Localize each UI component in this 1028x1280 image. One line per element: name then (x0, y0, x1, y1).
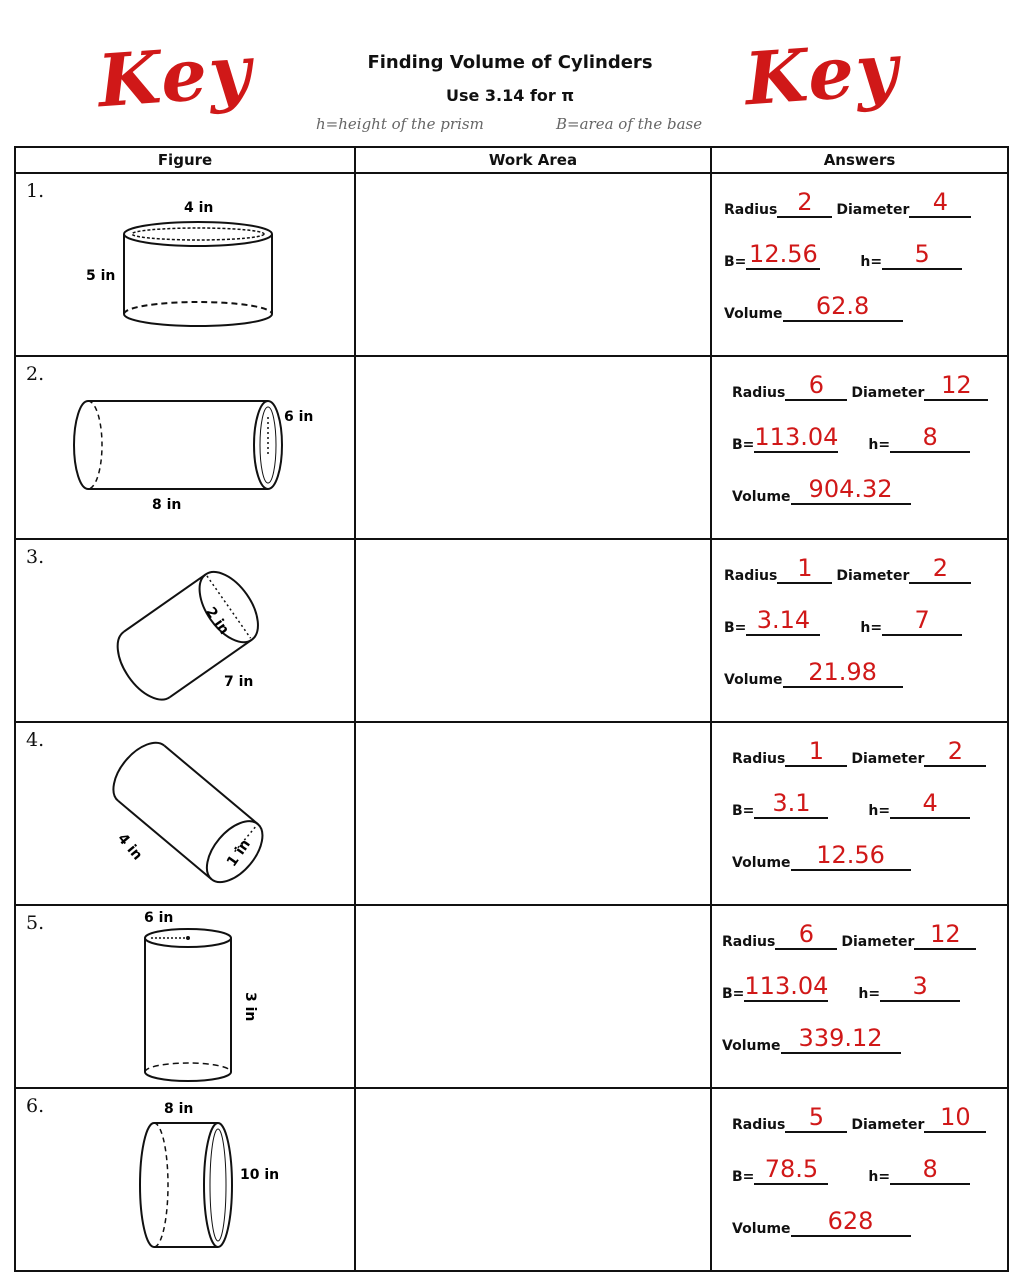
base-label: B= (732, 437, 755, 453)
base-answer: 78.5 (764, 1155, 819, 1183)
base-blank[interactable] (746, 240, 820, 270)
dimension-label: 8 in (164, 1101, 194, 1117)
diameter-label: Diameter (851, 385, 925, 401)
height-answer: 8 (922, 1155, 938, 1183)
key-stamp-left: Key (95, 27, 256, 124)
height-blank[interactable] (882, 606, 962, 636)
diameter-answer: 12 (941, 371, 972, 399)
radius-blank[interactable] (785, 737, 847, 767)
base-blank[interactable] (754, 1155, 828, 1185)
radius-answer: 6 (808, 371, 824, 399)
answers-cell (712, 357, 1007, 538)
diameter-label: Diameter (841, 934, 915, 950)
tilted-cylinder-figure (16, 723, 356, 904)
work-area-cell[interactable] (355, 722, 711, 905)
table-row (15, 722, 1008, 905)
radius-blank[interactable] (777, 188, 832, 218)
short-cylinder-figure (16, 174, 356, 355)
height-label: h= (860, 254, 883, 270)
figure-cell (16, 906, 354, 1087)
base-label: B= (732, 803, 755, 819)
base-answer: 3.14 (756, 606, 811, 634)
volume-blank[interactable] (791, 1207, 911, 1237)
height-blank[interactable] (882, 240, 962, 270)
base-answer: 113.04 (744, 972, 829, 1000)
base-label: B= (732, 1169, 755, 1185)
height-label: h= (868, 803, 891, 819)
figure-column-header: Figure (15, 147, 355, 173)
figure-cell (16, 174, 354, 355)
base-blank[interactable] (754, 423, 839, 453)
volume-label: Volume (724, 672, 783, 688)
answers-cell (712, 723, 1007, 904)
diameter-label: Diameter (851, 751, 925, 767)
dimension-label: 10 in (240, 1167, 280, 1183)
height-label: h= (868, 1169, 891, 1185)
worksheet-table (14, 146, 1009, 1272)
volume-blank[interactable] (791, 841, 911, 871)
height-label: h= (860, 620, 883, 636)
table-row (15, 356, 1008, 539)
volume-label: Volume (732, 489, 791, 505)
height-answer: 8 (922, 423, 938, 451)
diameter-blank[interactable] (909, 188, 971, 218)
problem-number: 3. (26, 546, 45, 568)
radius-answer: 5 (808, 1103, 824, 1131)
dimension-label: 6 in (144, 910, 174, 926)
base-answer: 3.1 (772, 789, 811, 817)
volume-label: Volume (724, 306, 783, 322)
volume-blank[interactable] (791, 475, 911, 505)
work-area-cell[interactable] (355, 1088, 711, 1271)
problem-number: 5. (26, 912, 45, 934)
diameter-label: Diameter (851, 1117, 925, 1133)
worksheet-title: Finding Volume of Cylinders (367, 52, 653, 73)
height-label: h= (868, 437, 891, 453)
base-blank[interactable] (754, 789, 828, 819)
answers-cell (712, 906, 1007, 1087)
volume-answer: 12.56 (816, 841, 885, 869)
table-row (15, 173, 1008, 356)
height-answer: 7 (914, 606, 930, 634)
answers-cell (712, 174, 1007, 355)
height-answer: 5 (914, 240, 930, 268)
work-area-column-header: Work Area (355, 147, 711, 173)
volume-blank[interactable] (781, 1024, 901, 1054)
dimension-label: 3 in (242, 992, 258, 1022)
tall-cylinder-figure (16, 906, 356, 1087)
radius-blank[interactable] (785, 1103, 847, 1133)
answers-cell (712, 540, 1007, 721)
volume-label: Volume (732, 855, 791, 871)
tilted-cylinder-figure (16, 540, 356, 721)
answers-cell (712, 1089, 1007, 1270)
key-stamp-right: Key (742, 25, 903, 122)
radius-answer: 6 (798, 920, 814, 948)
figure-cell (16, 540, 354, 721)
diameter-label: Diameter (836, 568, 910, 584)
radius-label: Radius (732, 385, 786, 401)
volume-label: Volume (732, 1221, 791, 1237)
height-label: h= (858, 986, 881, 1002)
diameter-blank[interactable] (909, 554, 971, 584)
work-area-cell[interactable] (355, 356, 711, 539)
volume-blank[interactable] (783, 658, 903, 688)
work-area-cell[interactable] (355, 173, 711, 356)
dimension-label: 5 in (86, 268, 116, 284)
radius-blank[interactable] (785, 371, 847, 401)
volume-label: Volume (722, 1038, 781, 1054)
figure-cell (16, 723, 354, 904)
table-row (15, 905, 1008, 1088)
diameter-answer: 2 (932, 554, 949, 582)
dimension-label: 4 in (184, 200, 214, 216)
height-answer: 3 (912, 972, 928, 1000)
diameter-answer: 12 (930, 920, 961, 948)
base-label: B= (724, 620, 747, 636)
volume-answer: 62.8 (815, 292, 870, 320)
height-blank[interactable] (890, 423, 970, 453)
diameter-blank[interactable] (924, 737, 986, 767)
volume-answer: 628 (827, 1207, 874, 1235)
diameter-blank[interactable] (924, 371, 988, 401)
radius-label: Radius (732, 751, 786, 767)
radius-answer: 2 (797, 188, 813, 216)
volume-answer: 904.32 (808, 475, 893, 503)
dimension-label: 6 in (284, 409, 314, 425)
base-blank[interactable] (744, 972, 829, 1002)
figure-cell (16, 1089, 354, 1270)
diameter-blank[interactable] (924, 1103, 986, 1133)
base-answer: 12.56 (749, 240, 818, 268)
horizontal-cylinder-figure (16, 357, 356, 538)
height-answer: 4 (922, 789, 938, 817)
table-row (15, 539, 1008, 722)
base-blank[interactable] (746, 606, 820, 636)
diameter-answer: 2 (947, 737, 964, 765)
height-note: h=height of the prism (316, 115, 484, 133)
radius-label: Radius (724, 202, 778, 218)
dimension-label: 4 in (114, 830, 146, 864)
base-answer: 113.04 (754, 423, 839, 451)
height-blank[interactable] (890, 1155, 970, 1185)
radius-blank[interactable] (777, 554, 832, 584)
dimension-label: 1 in (223, 836, 254, 870)
work-area-cell[interactable] (355, 905, 711, 1088)
volume-blank[interactable] (783, 292, 903, 322)
problem-number: 1. (26, 180, 45, 202)
dimension-label: 7 in (224, 674, 254, 690)
problem-number: 2. (26, 363, 45, 385)
diameter-answer: 4 (932, 188, 949, 216)
diameter-answer: 10 (940, 1103, 971, 1131)
radius-blank[interactable] (775, 920, 837, 950)
worksheet-subtitle: Use 3.14 for π (445, 86, 575, 105)
problem-number: 4. (26, 729, 45, 751)
base-label: B= (724, 254, 747, 270)
radius-answer: 1 (808, 737, 824, 765)
table-row (15, 1088, 1008, 1271)
volume-answer: 339.12 (798, 1024, 883, 1052)
diameter-blank[interactable] (914, 920, 976, 950)
radius-label: Radius (722, 934, 776, 950)
table-header-row (15, 147, 1008, 173)
dimension-label: 2 in (202, 604, 233, 638)
radius-answer: 1 (797, 554, 813, 582)
dimension-label: 8 in (152, 497, 182, 513)
work-area-cell[interactable] (355, 539, 711, 722)
figure-cell (16, 357, 354, 538)
height-blank[interactable] (880, 972, 960, 1002)
sideways-cylinder-figure (16, 1089, 356, 1270)
diameter-label: Diameter (836, 202, 910, 218)
problem-number: 6. (26, 1095, 45, 1117)
height-blank[interactable] (890, 789, 970, 819)
radius-label: Radius (724, 568, 778, 584)
base-label: B= (722, 986, 745, 1002)
volume-answer: 21.98 (808, 658, 877, 686)
radius-label: Radius (732, 1117, 786, 1133)
answers-column-header: Answers (711, 147, 1008, 173)
base-note: B=area of the base (556, 115, 703, 133)
